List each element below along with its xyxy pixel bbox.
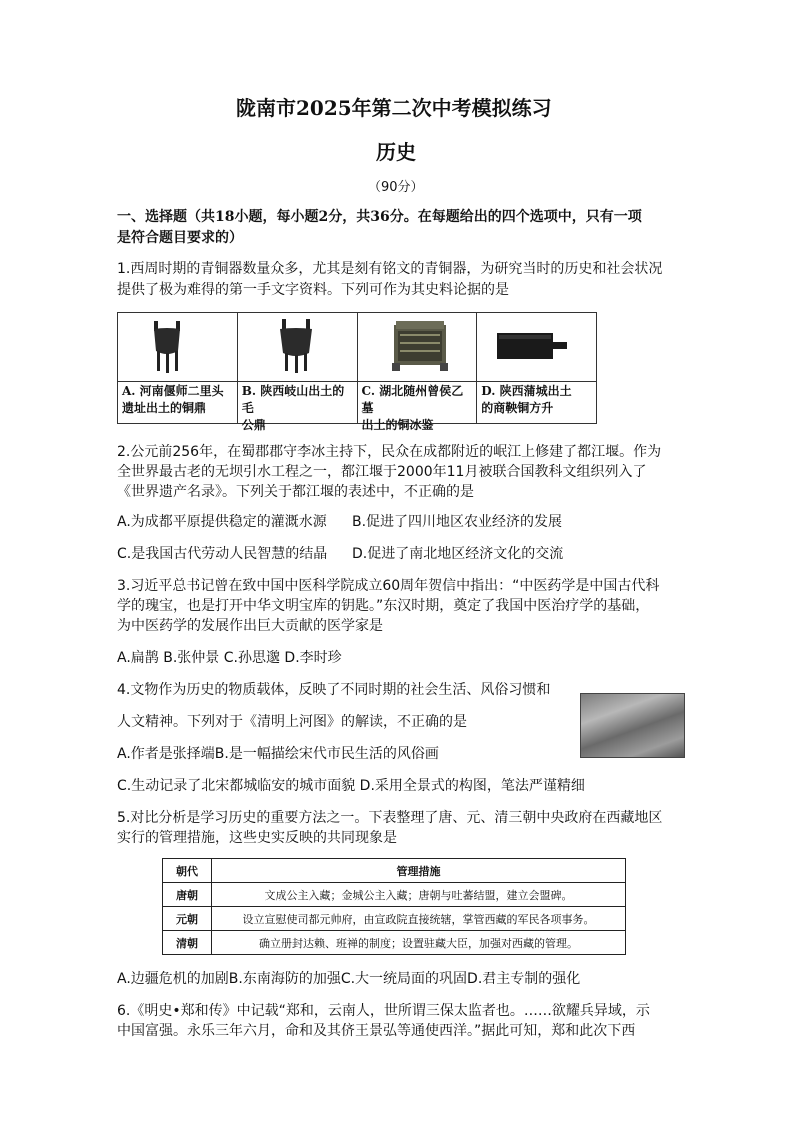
q2-option-a[interactable]: A.为成都平原提供稳定的灌溉水源 [117,514,327,530]
q3-stem-line2: 学的瑰宝，也是打开中华文明宝库的钥匙。”东汉时期，奠定了我国中医治疗学的基础， [117,598,650,614]
option-b-label: B. 陕西岐山出土的毛 [241,384,345,415]
q1-stem-line1: 1.西周时期的青铜器数量众多，尤其是刻有铭文的青铜器，为研究当时的历史和社会状况 [117,261,663,277]
bronze-ding-tripod-image [118,313,237,381]
total-score: （90分） [368,180,424,195]
q4-stem-line1: 4.文物作为历史的物质载体，反映了不同时期的社会生活、风俗习惯和 [117,682,551,698]
section-heading-line1: 一、选择题（共18小题，每小题2分，共36分。在每题给出的四个选项中，只有一项 [117,209,642,225]
qingming-painting-image [580,693,685,758]
option-cell-c[interactable] [357,313,477,432]
shang-yang-bronze-sheng-image [477,313,596,381]
q4-options-ab[interactable]: A.作者是张择端B.是一幅描绘宋代市民生活的风俗画 [117,746,439,762]
q4-stem-line2: 人文精神。下列对于《清明上河图》的解读，不正确的是 [117,714,467,730]
option-d-label-cont: 的商鞅铜方升 [481,401,554,415]
bronze-ice-jian-image [358,313,477,381]
q3-options[interactable]: A.扁鹊 B.张仲景 C.孙思邈 D.李时珍 [117,650,342,666]
table-cell-measure: 确立册封达赖、班禅的制度；设置驻藏大臣，加强对西藏的管理。 [212,931,626,955]
section-heading-line2: 是符合题目要求的） [117,230,243,246]
q2-stem-line2: 全世界最古老的无坝引水工程之一，都江堰于2000年11月被联合国教科文组织列入了 [117,464,647,480]
q2-stem-line1: 2.公元前256年，在蜀郡郡守李冰主持下，民众在成都附近的岷江上修建了都江堰。作为 [117,444,662,460]
option-cell-a[interactable] [118,313,238,424]
option-d-label: D. 陕西蒲城出土 [481,384,572,398]
option-cell-b[interactable] [237,313,357,432]
table-header-row [163,859,626,883]
q2-stem-line3: 《世界遗产名录》。下列关于都江堰的表述中，不正确的是 [117,484,474,500]
table-row [163,931,626,955]
q5-stem-line1: 5.对比分析是学习历史的重要方法之一。下表整理了唐、元、清三朝中央政府在西藏地区 [117,810,663,826]
option-cell-d[interactable] [477,313,597,424]
table-row [163,907,626,931]
table-cell-dynasty: 唐朝 [163,883,212,907]
q6-stem-line2: 中国富强。永乐三年六月，命和及其侪王景弘等通使西洋。”据此可知，郑和此次下西 [117,1023,636,1039]
table-cell-dynasty: 元朝 [163,907,212,931]
q2-option-b[interactable]: B.促进了四川地区农业经济的发展 [352,514,563,530]
option-a-label-cont: 遗址出土的铜鼎 [122,401,207,415]
table-cell-measure: 设立宣慰使司都元帅府，由宣政院直接统辖，掌管西藏的军民各项事务。 [212,907,626,931]
q5-options[interactable]: A.边疆危机的加剧B.东南海防的加强C.大一统局面的巩固D.君主专制的强化 [117,971,581,987]
subject-title: 历史 [376,140,416,164]
option-a-label: A. 河南偃师二里头 [122,384,224,398]
q4-options-cd[interactable]: C.生动记录了北宋都城临安的城市面貌 D.采用全景式的构图，笔法严谨精细 [117,778,585,794]
q3-stem-line1: 3.习近平总书记曾在致中国中医科学院成立60周年贺信中指出：“中医药学是中国古代科 [117,578,660,594]
option-c-label-cont: 出土的铜冰鉴 [361,418,434,432]
q2-option-c[interactable]: C.是我国古代劳动人民智慧的结晶 [117,546,328,562]
tibet-policy-table [162,858,626,955]
page-title: 陇南市2025年第二次中考模拟练习 [236,96,552,120]
table-cell-dynasty: 清朝 [163,931,212,955]
option-b-label-cont: 公鼎 [241,418,266,432]
maogong-ding-image [238,313,357,381]
q1-stem-line2: 提供了极为难得的第一手文字资料。下列可作为其史料论据的是 [117,282,509,298]
q6-stem-line1: 6.《明史•郑和传》中记载“郑和，云南人，世所谓三保太监者也。……欲耀兵异域，示 [117,1003,650,1019]
table-cell-measure: 文成公主入藏；金城公主入藏；唐朝与吐蕃结盟，建立会盟碑。 [212,883,626,907]
option-c-label: C. 湖北随州曾侯乙墓 [361,384,464,415]
table-header-dynasty: 朝代 [163,859,212,883]
table-row [163,883,626,907]
q3-stem-line3: 为中医药学的发展作出巨大贡献的医学家是 [117,618,383,634]
q2-option-d[interactable]: D.促进了南北地区经济文化的交流 [352,546,564,562]
q1-options-table [117,312,597,432]
q5-stem-line2: 实行的管理措施，这些史实反映的共同现象是 [117,830,397,846]
table-header-measures: 管理措施 [212,859,626,883]
